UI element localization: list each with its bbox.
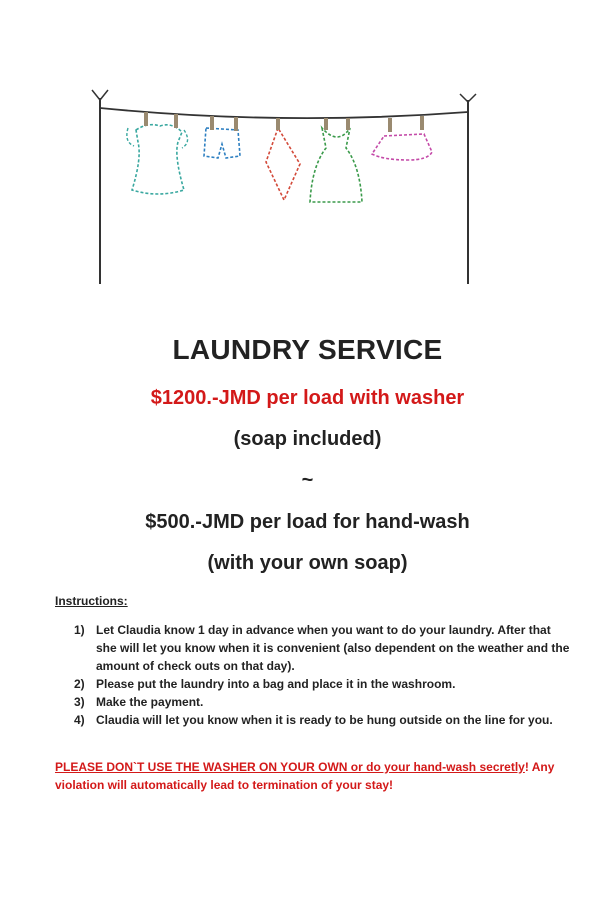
price-separator: ~ <box>301 469 314 491</box>
warning-underlined: PLEASE DON`T USE THE WASHER ON YOUR OWN or do your hand-wash secretly <box>55 760 525 774</box>
instructions-list <box>74 621 574 729</box>
warning-rest: ! Any violation will automatically lead to termination of your stay! <box>55 760 555 792</box>
list-item-text: Claudia will let you know when it is ready to be hung outside on the line for you. <box>96 713 553 727</box>
list-item-number: 3) <box>74 695 85 709</box>
washer-note: (soap included) <box>233 428 382 450</box>
washer-price: $1200.-JMD per load with washer <box>150 387 465 409</box>
list-item-text: Make the payment. <box>96 695 204 709</box>
list-item <box>74 675 574 693</box>
list-item-number: 1) <box>74 623 85 637</box>
list-item <box>74 693 574 711</box>
list-item-number: 2) <box>74 677 85 691</box>
list-item-text: Please put the laundry into a bag and place it in the washroom. <box>96 677 456 691</box>
list-item <box>74 621 574 675</box>
clothesline-icon <box>88 86 488 291</box>
list-item-number: 4) <box>74 713 85 727</box>
handwash-price: $500.-JMD per load for hand-wash <box>145 511 470 533</box>
instructions-label: Instructions: <box>55 594 128 608</box>
handwash-note: (with your own soap) <box>207 552 408 574</box>
page-title: LAUNDRY SERVICE <box>172 334 443 365</box>
list-item-text: Let Claudia know 1 day in advance when you want to do your laundry. After that she will let you know when it is convenient (also dependent on the weather and the amount of check outs on that day). <box>96 623 570 673</box>
warning-notice <box>55 758 565 794</box>
list-item <box>74 711 574 729</box>
